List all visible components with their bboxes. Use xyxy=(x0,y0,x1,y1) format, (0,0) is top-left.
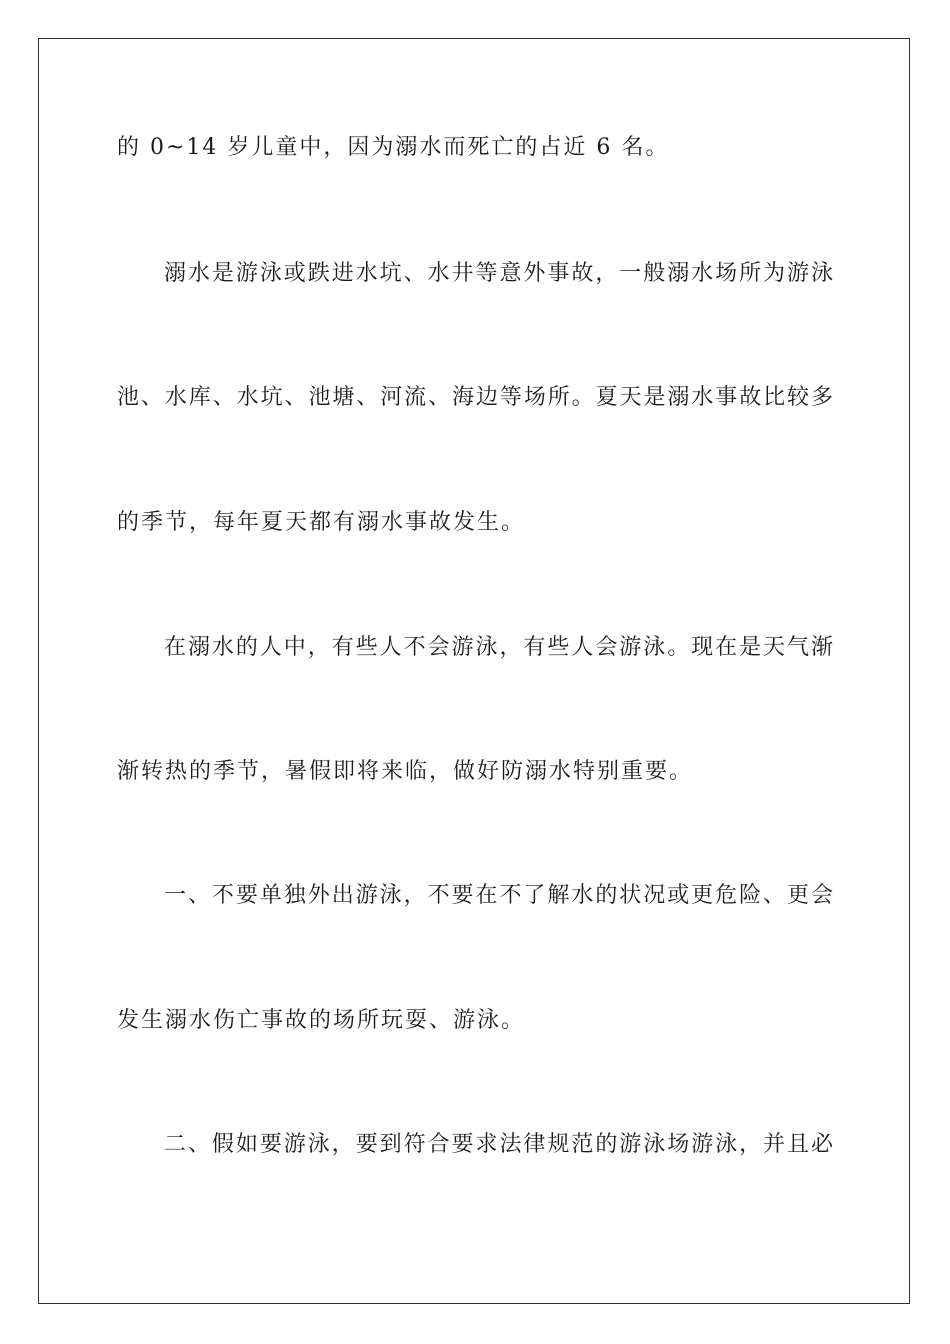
paragraph-line: 在溺水的人中，有些人不会游泳，有些人会游泳。现在是天气渐 xyxy=(164,635,833,660)
paragraph-line: 池、水库、水坑、池塘、河流、海边等场所。夏天是溺水事故比较多 xyxy=(117,385,833,410)
paragraph-line: 发生溺水伤亡事故的场所玩耍、游泳。 xyxy=(117,1008,526,1033)
paragraph-line: 溺水是游泳或跌进水坑、水井等意外事故，一般溺水场所为游泳 xyxy=(164,261,833,286)
paragraph-line: 一、不要单独外出游泳，不要在不了解水的状况或更危险、更会 xyxy=(164,883,833,908)
paragraph-line: 二、假如要游泳，要到符合要求法律规范的游泳场游泳，并且必 xyxy=(164,1132,833,1157)
paragraph-line: 的季节，每年夏天都有溺水事故发生。 xyxy=(117,510,526,535)
page-border xyxy=(38,38,910,1304)
paragraph-line: 渐转热的季节，暑假即将来临，做好防溺水特别重要。 xyxy=(117,759,694,784)
paragraph-line: 的 0~14 岁儿童中，因为溺水而死亡的占近 6 名。 xyxy=(117,135,670,160)
